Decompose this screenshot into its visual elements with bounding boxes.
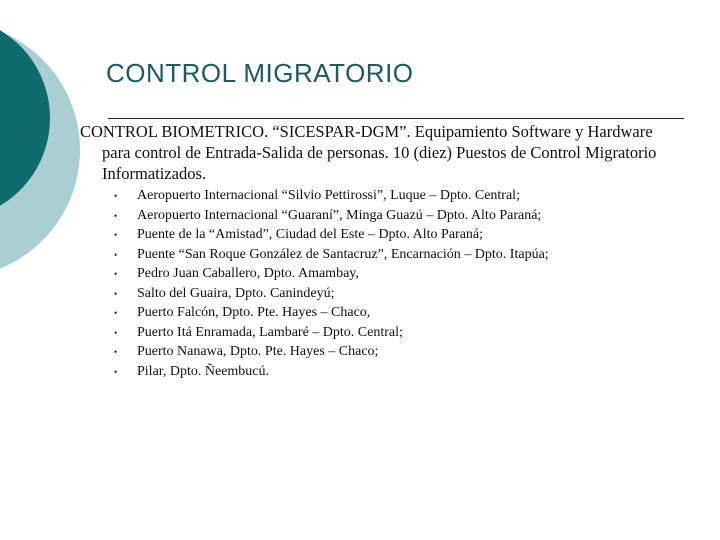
list-item-text: Puerto Itá Enramada, Lambaré – Dpto. Central; xyxy=(137,324,403,340)
lead-paragraph xyxy=(80,121,662,184)
bullet-icon: • xyxy=(114,269,118,279)
list-item xyxy=(112,364,612,380)
list-item xyxy=(112,266,612,282)
lead-text: Equipamiento Software y Hardware para control de Entrada-Salida de personas. 10 (diez) Puestos de Control Migratorio Informatizados. xyxy=(102,122,657,183)
list-item-text: Aeropuerto Internacional “Silvio Pettirossi”, Luque – Dpto. Central; xyxy=(137,188,520,203)
bullet-icon: • xyxy=(114,230,118,240)
list-item-text: Salto del Guaira, Dpto. Canindeyú; xyxy=(137,285,335,301)
list-item xyxy=(112,344,612,360)
bullet-icon: • xyxy=(114,308,118,318)
bullet-icon: • xyxy=(114,288,118,299)
list-item-text: Puerto Nanawa, Dpto. Pte. Hayes – Chaco; xyxy=(137,344,379,359)
checkpoint-list xyxy=(112,188,612,383)
list-item-text: Puente “San Roque González de Santacruz”, Encarnación – Dpto. Itapúa; xyxy=(137,246,549,262)
bullet-icon: • xyxy=(114,347,118,357)
list-item-text: Puerto Falcón, Dpto. Pte. Hayes – Chaco, xyxy=(137,305,371,320)
bullet-icon: • xyxy=(114,210,118,221)
title-underline xyxy=(108,118,684,119)
list-item-text: Pedro Juan Caballero, Dpto. Amambay, xyxy=(137,266,359,281)
list-item xyxy=(112,227,612,243)
list-item-text: Pilar, Dpto. Ñeembucú. xyxy=(137,363,270,379)
list-item xyxy=(112,208,612,224)
list-item xyxy=(112,188,612,204)
list-item xyxy=(112,305,612,321)
bullet-icon: • xyxy=(114,327,118,338)
bullet-icon: • xyxy=(114,249,118,260)
bullet-icon: • xyxy=(114,366,118,377)
list-item xyxy=(112,286,612,302)
list-item xyxy=(112,247,612,263)
list-item xyxy=(112,325,612,341)
bullet-icon: • xyxy=(114,191,118,201)
list-item-text: Puente de la “Amistad”, Ciudad del Este – Dpto. Alto Paraná; xyxy=(137,227,484,242)
list-item-text: Aeropuerto Internacional “Guaraní”, Minga Guazú – Dpto. Alto Paraná; xyxy=(137,207,542,223)
slide-title: CONTROL MIGRATORIO xyxy=(106,58,414,88)
lead-heading: CONTROL BIOMETRICO. “SICESPAR-DGM”. xyxy=(80,122,411,141)
